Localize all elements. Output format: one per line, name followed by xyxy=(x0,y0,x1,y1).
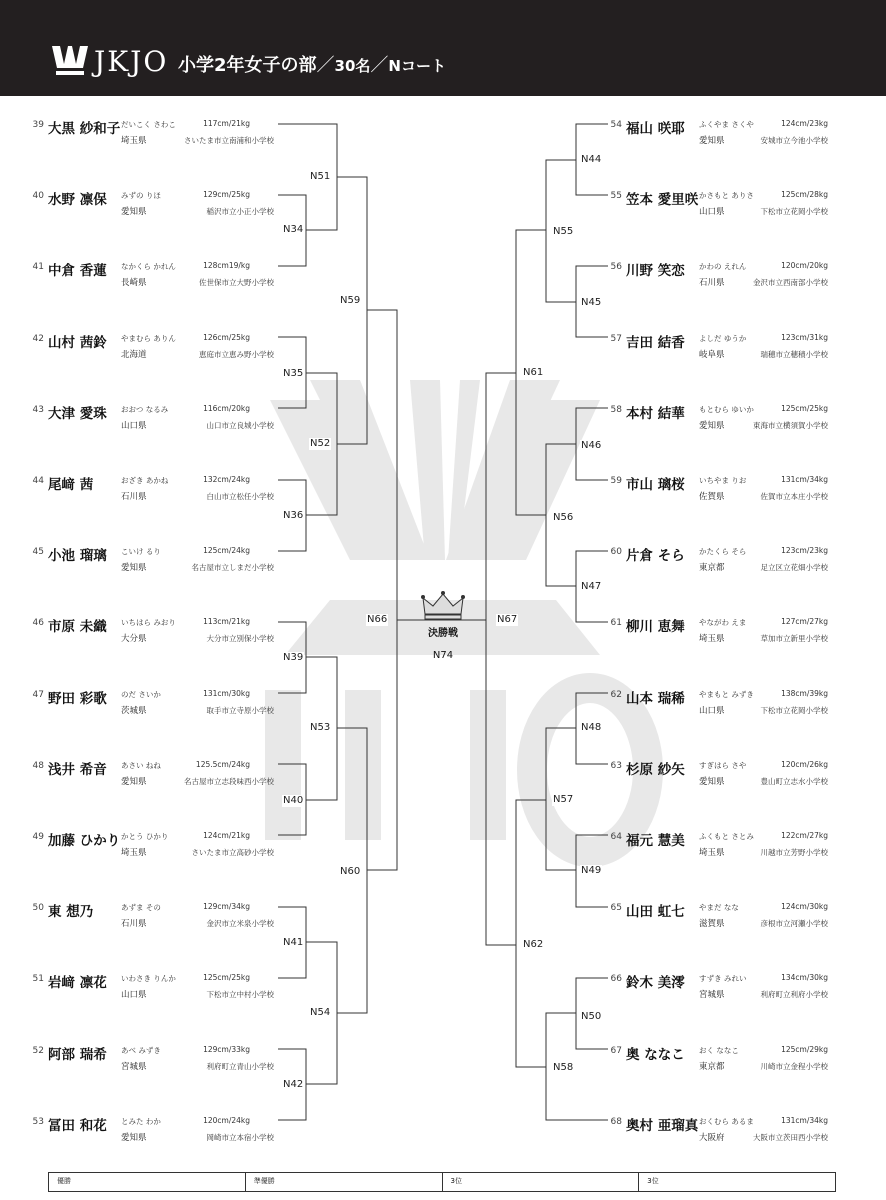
competitor-size: 129cm/25kg xyxy=(203,190,250,200)
competitor-kana: あさい ねね xyxy=(121,760,161,770)
competitor-pref: 宮城県 xyxy=(699,990,725,1001)
competitor-school: 佐世保市立大野小学校 xyxy=(199,278,274,288)
competitor-school: 恵庭市立恵み野小学校 xyxy=(199,349,274,359)
competitor-entry xyxy=(602,829,886,869)
competitor-size: 129cm/33kg xyxy=(203,1044,250,1054)
competitor-kana: こいけ るり xyxy=(121,547,161,557)
competitor-entry xyxy=(24,117,324,157)
competitor-entry xyxy=(602,473,886,513)
competitor-size: 127cm/27kg xyxy=(781,617,828,627)
match-label: N35 xyxy=(283,368,304,379)
competitor-kana: やまだ なな xyxy=(699,903,739,913)
competitor-school: 取手市立寺原小学校 xyxy=(206,705,274,715)
match-label: N59 xyxy=(340,295,361,306)
match-label: N39 xyxy=(283,652,304,663)
match-label: N41 xyxy=(283,937,304,948)
competitor-name: 阿部 瑞希 xyxy=(48,1046,107,1063)
competitor-pref: 長崎県 xyxy=(121,278,147,289)
competitor-size: 124cm/21kg xyxy=(203,831,250,840)
competitor-pref: 愛知県 xyxy=(699,136,725,146)
competitor-entry xyxy=(602,758,886,798)
competitor-num: 50 xyxy=(32,903,44,914)
competitor-size: 128cm19/kg xyxy=(203,261,250,271)
competitor-pref: 佐賀県 xyxy=(699,492,725,502)
competitor-pref: 愛知県 xyxy=(121,1132,147,1143)
competitor-num: 62 xyxy=(610,689,622,700)
competitor-school: 安城市立今池小学校 xyxy=(760,136,828,145)
competitor-school: 川越市立芳野小学校 xyxy=(760,848,828,857)
competitor-pref: 山口県 xyxy=(121,420,147,431)
competitor-name: 本村 結華 xyxy=(626,405,685,422)
competitor-num: 58 xyxy=(610,404,622,415)
competitor-num: 56 xyxy=(610,262,622,273)
competitor-name: 岩﨑 凛花 xyxy=(48,975,107,992)
competitor-school: さいたま市立南浦和小学校 xyxy=(184,136,274,145)
winner-cell: 優勝 xyxy=(49,1173,246,1191)
competitor-entry xyxy=(24,687,324,727)
match-label: N48 xyxy=(581,722,602,733)
competitor-pref: 愛知県 xyxy=(121,207,147,218)
competitor-kana: ふくもと さとみ xyxy=(699,832,754,841)
match-label: N42 xyxy=(283,1079,304,1090)
competitor-school: 大分市立別保小学校 xyxy=(206,634,274,644)
competitor-school: 金沢市立西南部小学校 xyxy=(753,278,828,288)
competitor-name: 山本 瑞稀 xyxy=(626,690,685,707)
competitor-size: 125cm/25kg xyxy=(203,973,250,983)
competitor-size: 124cm/30kg xyxy=(781,902,828,912)
competitor-size: 138cm/39kg xyxy=(781,688,828,698)
match-label: N60 xyxy=(340,866,361,877)
competitor-entry xyxy=(602,1043,886,1083)
competitor-entry xyxy=(24,473,324,513)
competitor-entry xyxy=(602,188,886,228)
match-label: N47 xyxy=(581,581,602,592)
competitor-entry xyxy=(24,544,324,584)
competitor-name: 小池 瑠璃 xyxy=(48,548,107,565)
competitor-name: 鈴木 美澪 xyxy=(626,975,685,992)
competitor-pref: 埼玉県 xyxy=(699,634,725,645)
competitor-pref: 大阪府 xyxy=(699,1132,725,1143)
competitor-kana: すずき みれい xyxy=(699,974,747,984)
competitor-num: 46 xyxy=(32,618,44,629)
page-title: 小学2年女子の部／30名／Nコート xyxy=(178,55,446,76)
competitor-name: 市山 璃桜 xyxy=(626,477,685,493)
competitor-entry xyxy=(24,900,324,940)
match-label: N58 xyxy=(553,1062,574,1073)
competitor-size: 113cm/21kg xyxy=(203,617,250,627)
competitor-pref: 山口県 xyxy=(699,705,725,716)
competitor-school: 彦根市立河瀬小学校 xyxy=(760,919,828,929)
match-label: N45 xyxy=(581,297,602,308)
competitor-kana: やまもと みずき xyxy=(699,689,754,699)
competitor-name: 加藤 ひかり xyxy=(48,833,121,849)
competitor-pref: 埼玉県 xyxy=(699,848,725,858)
final-match-number: N74 xyxy=(432,650,454,661)
competitor-kana: おく ななこ xyxy=(699,1045,739,1055)
competitor-pref: 宮城県 xyxy=(121,1061,147,1072)
competitor-num: 49 xyxy=(32,832,44,842)
competitor-kana: いちはら みおり xyxy=(121,618,176,628)
competitor-school: 名古屋市立しまだ小学校 xyxy=(191,563,274,573)
competitor-pref: 石川県 xyxy=(699,278,725,289)
competitor-size: 129cm/34kg xyxy=(203,902,250,912)
match-label: N55 xyxy=(553,226,574,237)
competitor-school: 利府町立利府小学校 xyxy=(760,990,828,1000)
competitor-pref: 東京都 xyxy=(699,563,725,574)
competitor-num: 54 xyxy=(610,120,622,130)
competitor-entry xyxy=(602,331,886,371)
competitor-kana: なかくら かれん xyxy=(121,262,176,272)
competitor-entry xyxy=(24,331,324,371)
competitor-num: 64 xyxy=(610,832,622,842)
competitor-school: 豊山町立志水小学校 xyxy=(760,776,828,786)
competitor-school: 名古屋市立志段味西小学校 xyxy=(184,776,274,786)
competitor-size: 120cm/26kg xyxy=(781,759,828,769)
competitor-entry xyxy=(602,1114,886,1154)
competitor-school: 白山市立松任小学校 xyxy=(206,492,274,501)
match-label: N49 xyxy=(581,865,602,876)
competitor-name: 東 想乃 xyxy=(48,904,94,921)
competitor-pref: 石川県 xyxy=(121,919,147,930)
competitor-kana: のだ さいか xyxy=(121,689,161,699)
competitor-size: 126cm/25kg xyxy=(203,332,250,342)
competitor-num: 43 xyxy=(32,404,44,415)
competitor-kana: もとむら ゆいか xyxy=(699,404,754,414)
competitor-kana: よしだ ゆうか xyxy=(699,333,747,343)
competitor-size: 125cm/25kg xyxy=(781,403,828,413)
competitor-entry xyxy=(602,117,886,157)
competitor-num: 44 xyxy=(32,476,44,486)
logo-text: JKJO xyxy=(94,45,169,78)
competitor-kana: おざき あかね xyxy=(121,476,169,485)
competitor-entry xyxy=(602,900,886,940)
competitor-pref: 岐阜県 xyxy=(699,349,725,360)
crown-icon xyxy=(421,590,465,620)
competitor-size: 124cm/23kg xyxy=(781,119,828,128)
competitor-name: 奥村 亜瑠真 xyxy=(626,1117,699,1134)
competitor-school: 佐賀市立本庄小学校 xyxy=(760,492,828,501)
match-label: N66 xyxy=(367,614,388,625)
competitor-pref: 愛知県 xyxy=(121,776,147,787)
competitor-school: 利府町立青山小学校 xyxy=(206,1061,274,1071)
competitor-entry xyxy=(24,829,324,869)
competitor-entry xyxy=(602,544,886,584)
competitor-school: 下松市立花岡小学校 xyxy=(760,207,828,217)
competitor-num: 39 xyxy=(32,120,44,130)
match-label: N34 xyxy=(283,224,304,235)
competitor-entry xyxy=(602,971,886,1011)
match-label: N56 xyxy=(553,512,574,523)
competitor-num: 51 xyxy=(32,974,44,985)
competitor-school: 岡崎市立本宿小学校 xyxy=(206,1132,274,1142)
competitor-school: 川崎市立金程小学校 xyxy=(760,1061,828,1071)
match-label: N61 xyxy=(523,367,544,378)
match-label: N44 xyxy=(581,154,602,165)
competitor-size: 116cm/20kg xyxy=(203,403,250,413)
competitor-pref: 埼玉県 xyxy=(121,136,147,146)
competitor-pref: 大分県 xyxy=(121,634,147,645)
results-footer xyxy=(48,1172,836,1192)
match-label: N67 xyxy=(497,614,518,625)
competitor-num: 60 xyxy=(610,547,622,558)
competitor-size: 125cm/24kg xyxy=(203,546,250,556)
competitor-name: 笠本 愛里咲 xyxy=(626,192,699,209)
third-place-cell: 3位 xyxy=(443,1173,640,1191)
competitor-num: 61 xyxy=(610,618,622,629)
match-label: N53 xyxy=(310,722,331,733)
final-label: 決勝戦 xyxy=(428,628,458,639)
competitor-school: 東海市立横須賀小学校 xyxy=(753,420,828,430)
competitor-entry xyxy=(24,971,324,1011)
competitor-entry xyxy=(24,188,324,228)
competitor-entry xyxy=(24,758,324,798)
competitor-kana: かさもと ありさ xyxy=(699,191,754,201)
competitor-kana: かわの えれん xyxy=(699,262,747,272)
competitor-name: 尾﨑 茜 xyxy=(48,477,94,493)
competitor-num: 41 xyxy=(32,262,44,273)
competitor-num: 55 xyxy=(610,191,622,202)
competitor-entry xyxy=(602,615,886,655)
competitor-name: 山田 虹七 xyxy=(626,904,685,921)
competitor-num: 53 xyxy=(32,1116,44,1127)
competitor-entry xyxy=(24,1114,324,1154)
competitor-size: 123cm/23kg xyxy=(781,546,828,556)
competitor-school: 草加市立新里小学校 xyxy=(760,634,828,644)
match-label: N57 xyxy=(553,794,574,805)
competitor-size: 122cm/27kg xyxy=(781,831,828,840)
runner-up-cell: 準優勝 xyxy=(246,1173,443,1191)
competitor-num: 63 xyxy=(610,760,622,771)
competitor-pref: 滋賀県 xyxy=(699,919,725,930)
competitor-num: 59 xyxy=(610,476,622,486)
competitor-school: 山口市立良城小学校 xyxy=(206,420,274,430)
competitor-name: 川野 笑恋 xyxy=(626,263,685,280)
match-label: N36 xyxy=(283,510,304,521)
competitor-name: 奥 ななこ xyxy=(626,1046,685,1063)
competitor-num: 52 xyxy=(32,1045,44,1056)
competitor-school: 大阪市立茨田西小学校 xyxy=(753,1132,828,1142)
competitor-name: 片倉 そら xyxy=(626,548,685,565)
match-label: N52 xyxy=(310,438,331,449)
competitor-kana: あべ みずき xyxy=(121,1045,161,1055)
competitor-name: 柳川 恵舞 xyxy=(626,619,685,636)
competitor-kana: ふくやま さくや xyxy=(699,120,754,129)
competitor-name: 中倉 香蓮 xyxy=(48,263,107,280)
competitor-num: 66 xyxy=(610,974,622,985)
competitor-name: 山村 茜鈴 xyxy=(48,334,107,351)
competitor-entry xyxy=(602,402,886,442)
competitor-name: 水野 凛保 xyxy=(48,192,107,209)
competitor-size: 120cm/24kg xyxy=(203,1115,250,1125)
competitor-kana: あずま その xyxy=(121,903,161,913)
third-place-cell: 3位 xyxy=(647,1177,659,1185)
competitor-entry xyxy=(602,687,886,727)
competitor-entry xyxy=(24,402,324,442)
competitor-kana: いちやま りお xyxy=(699,476,747,485)
match-label: N50 xyxy=(581,1011,602,1022)
competitor-kana: すぎはら さや xyxy=(699,760,747,770)
competitor-num: 57 xyxy=(610,333,622,344)
competitor-pref: 埼玉県 xyxy=(121,848,147,858)
competitor-name: 福山 咲耶 xyxy=(626,121,685,137)
competitor-entry xyxy=(24,1043,324,1083)
competitor-size: 117cm/21kg xyxy=(203,119,250,128)
competitor-kana: やながわ えま xyxy=(699,618,747,628)
competitor-kana: いわさき りんか xyxy=(121,974,176,984)
competitor-school: さいたま市立高砂小学校 xyxy=(191,848,274,857)
competitor-kana: やまむら ありん xyxy=(121,333,176,343)
competitor-school: 稲沢市立小正小学校 xyxy=(206,207,274,217)
competitor-school: 瑞穂市立穂積小学校 xyxy=(760,349,828,359)
competitor-num: 45 xyxy=(32,547,44,558)
match-label: N62 xyxy=(523,939,544,950)
competitor-pref: 東京都 xyxy=(699,1061,725,1072)
match-label: N46 xyxy=(581,440,602,451)
competitor-pref: 茨城県 xyxy=(121,705,147,716)
competitor-entry xyxy=(602,259,886,299)
competitor-name: 冨田 和花 xyxy=(48,1117,107,1134)
match-label: N54 xyxy=(310,1007,331,1018)
competitor-pref: 北海道 xyxy=(121,349,147,360)
competitor-num: 67 xyxy=(610,1045,622,1056)
competitor-pref: 愛知県 xyxy=(121,563,147,574)
competitor-name: 大黒 紗和子 xyxy=(48,121,121,137)
competitor-pref: 愛知県 xyxy=(699,776,725,787)
competitor-kana: おくむら あるま xyxy=(699,1116,754,1126)
competitor-size: 125cm/28kg xyxy=(781,190,828,200)
competitor-kana: かとう ひかり xyxy=(121,832,169,841)
competitor-num: 47 xyxy=(32,689,44,700)
competitor-num: 65 xyxy=(610,903,622,914)
competitor-size: 131cm/34kg xyxy=(781,475,828,484)
competitor-school: 下松市立中村小学校 xyxy=(206,990,274,1000)
competitor-size: 131cm/34kg xyxy=(781,1115,828,1125)
competitor-name: 杉原 紗矢 xyxy=(626,761,685,778)
competitor-size: 120cm/20kg xyxy=(781,261,828,271)
competitor-size: 125.5cm/24kg xyxy=(195,759,250,769)
competitor-entry xyxy=(24,259,324,299)
competitor-pref: 山口県 xyxy=(121,990,147,1001)
competitor-kana: かたくら そら xyxy=(699,547,747,557)
competitor-pref: 石川県 xyxy=(121,492,147,502)
competitor-kana: みずの りほ xyxy=(121,191,161,201)
competitor-pref: 山口県 xyxy=(699,207,725,218)
competitor-school: 下松市立花岡小学校 xyxy=(760,705,828,715)
competitor-name: 市原 未織 xyxy=(48,619,107,636)
match-label: N51 xyxy=(310,171,331,182)
competitor-kana: とみた わか xyxy=(121,1116,161,1126)
competitor-size: 131cm/30kg xyxy=(203,688,250,698)
competitor-size: 123cm/31kg xyxy=(781,332,828,342)
match-label: N40 xyxy=(283,795,304,806)
competitor-pref: 愛知県 xyxy=(699,420,725,431)
competitor-num: 68 xyxy=(610,1116,622,1127)
competitor-size: 125cm/29kg xyxy=(781,1044,828,1054)
competitor-num: 48 xyxy=(32,760,44,771)
competitor-entry xyxy=(24,615,324,655)
competitor-school: 足立区立花畑小学校 xyxy=(760,563,828,573)
competitor-name: 大津 愛珠 xyxy=(48,405,107,422)
competitor-kana: だいこく さわこ xyxy=(121,120,176,129)
competitor-size: 132cm/24kg xyxy=(203,475,250,484)
competitor-size: 134cm/30kg xyxy=(781,973,828,983)
competitor-kana: おおつ なるみ xyxy=(121,404,169,414)
competitor-num: 40 xyxy=(32,191,44,202)
competitor-school: 金沢市立米泉小学校 xyxy=(206,919,274,929)
competitor-name: 野田 彩歌 xyxy=(48,690,107,707)
competitor-name: 福元 慧美 xyxy=(626,833,685,849)
competitor-name: 浅井 希音 xyxy=(48,761,107,778)
competitor-num: 42 xyxy=(32,333,44,344)
competitor-name: 吉田 結香 xyxy=(626,334,685,351)
